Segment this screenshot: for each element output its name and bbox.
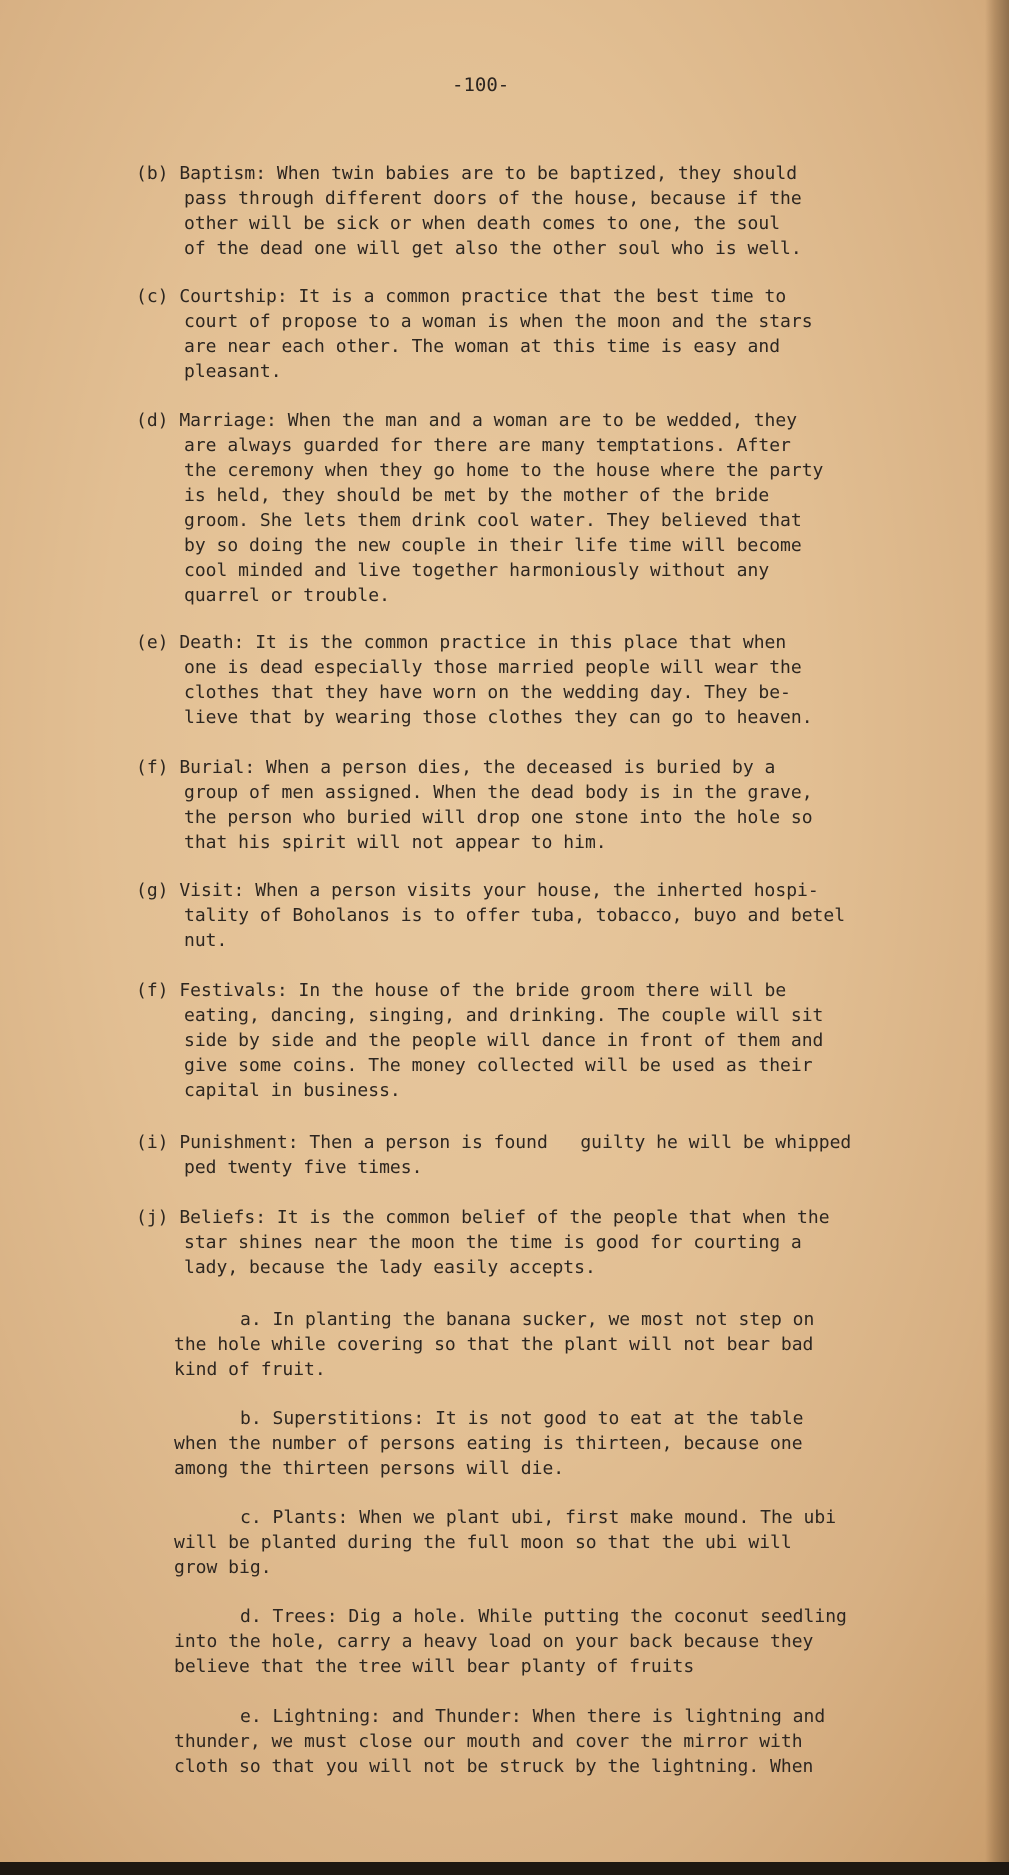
text-line: lady, because the lady easily accepts. xyxy=(184,1257,596,1278)
text-line: (f) Festivals: In the house of the bride groom there will be xyxy=(136,980,787,1001)
section-punishment xyxy=(136,1130,956,1180)
subsection-plants xyxy=(174,1505,974,1580)
subsection-banana xyxy=(174,1307,974,1382)
text-line: cloth so that you will not be struck by the lightning. When xyxy=(174,1756,814,1777)
text-line: will be planted during the full moon so that the ubi will xyxy=(174,1532,792,1553)
text-line: nut. xyxy=(184,930,228,951)
text-line: (b) Baptism: When twin babies are to be baptized, they should xyxy=(136,163,798,184)
subsection-superstitions xyxy=(174,1406,974,1481)
text-line: into the hole, carry a heavy load on your back because they xyxy=(174,1631,814,1652)
text-line: pass through different doors of the house, because if the xyxy=(184,188,802,209)
text-line: kind of fruit. xyxy=(174,1359,326,1380)
text-line: (e) Death: It is the common practice in this place that when xyxy=(136,632,787,653)
text-line: pleasant. xyxy=(184,361,282,382)
subsection-trees xyxy=(174,1604,974,1679)
section-marriage xyxy=(136,408,956,608)
text-line: star shines near the moon the time is good for courting a xyxy=(184,1232,802,1253)
text-line: capital in business. xyxy=(184,1080,401,1101)
text-line: believe that the tree will bear planty of fruits xyxy=(174,1656,695,1677)
text-line: eating, dancing, singing, and drinking. The couple will sit xyxy=(184,1005,824,1026)
text-line: give some coins. The money collected will be used as their xyxy=(184,1055,813,1076)
text-line: ped twenty five times. xyxy=(184,1157,423,1178)
text-line: are always guarded for there are many temptations. After xyxy=(184,435,791,456)
text-line: (d) Marriage: When the man and a woman are to be wedded, they xyxy=(136,410,798,431)
text-line: a. In planting the banana sucker, we most not step on xyxy=(240,1309,815,1330)
text-line: among the thirteen persons will die. xyxy=(174,1458,565,1479)
subsection-lightning xyxy=(174,1704,974,1779)
text-line: are near each other. The woman at this time is easy and xyxy=(184,336,781,357)
text-line: b. Superstitions: It is not good to eat at the table xyxy=(240,1408,804,1429)
text-line: when the number of persons eating is thirteen, because one xyxy=(174,1433,803,1454)
text-line: one is dead especially those married people will wear the xyxy=(184,657,802,678)
text-line: thunder, we must close our mouth and cover the mirror with xyxy=(174,1731,803,1752)
text-line: side by side and the people will dance in front of them and xyxy=(184,1030,824,1051)
text-line: lieve that by wearing those clothes they can go to heaven. xyxy=(184,707,813,728)
text-line: d. Trees: Dig a hole. While putting the coconut seedling xyxy=(240,1606,847,1627)
text-line: (c) Courtship: It is a common practice that the best time to xyxy=(136,286,787,307)
text-line: (g) Visit: When a person visits your house, the inherted hospi- xyxy=(136,880,819,901)
page-number: -100- xyxy=(452,74,510,96)
text-line: groom. She lets them drink cool water. They believed that xyxy=(184,510,802,531)
text-line: cool minded and live together harmoniously without any xyxy=(184,560,770,581)
text-line: e. Lightning: and Thunder: When there is lightning and xyxy=(240,1706,826,1727)
section-courtship xyxy=(136,284,956,384)
section-death xyxy=(136,630,956,730)
text-line: the hole while covering so that the plant will not bear bad xyxy=(174,1334,814,1355)
text-line: is held, they should be met by the mother of the bride xyxy=(184,485,770,506)
text-line: of the dead one will get also the other soul who is well. xyxy=(184,238,802,259)
text-line: (j) Beliefs: It is the common belief of the people that when the xyxy=(136,1207,830,1228)
scan-bottom-edge xyxy=(0,1862,1009,1875)
text-line: (f) Burial: When a person dies, the deceased is buried by a xyxy=(136,757,776,778)
text-line: by so doing the new couple in their life time will become xyxy=(184,535,802,556)
text-line: quarrel or trouble. xyxy=(184,585,390,606)
text-line: court of propose to a woman is when the moon and the stars xyxy=(184,311,813,332)
text-line: tality of Boholanos is to offer tuba, tobacco, buyo and betel xyxy=(184,905,846,926)
text-line: grow big. xyxy=(174,1557,272,1578)
section-burial xyxy=(136,755,956,855)
text-line: other will be sick or when death comes to one, the soul xyxy=(184,213,781,234)
section-festivals xyxy=(136,978,956,1103)
text-line: the person who buried will drop one stone into the hole so xyxy=(184,807,813,828)
section-beliefs xyxy=(136,1205,956,1280)
text-line: clothes that they have worn on the wedding day. They be- xyxy=(184,682,791,703)
text-line: the ceremony when they go home to the house where the party xyxy=(184,460,824,481)
text-line: c. Plants: When we plant ubi, first make mound. The ubi xyxy=(240,1507,837,1528)
text-line: group of men assigned. When the dead body is in the grave, xyxy=(184,782,813,803)
text-line: (i) Punishment: Then a person is found guilty he will be whipped xyxy=(136,1132,852,1153)
text-line: that his spirit will not appear to him. xyxy=(184,832,607,853)
section-visit xyxy=(136,878,956,953)
section-baptism xyxy=(136,161,956,261)
